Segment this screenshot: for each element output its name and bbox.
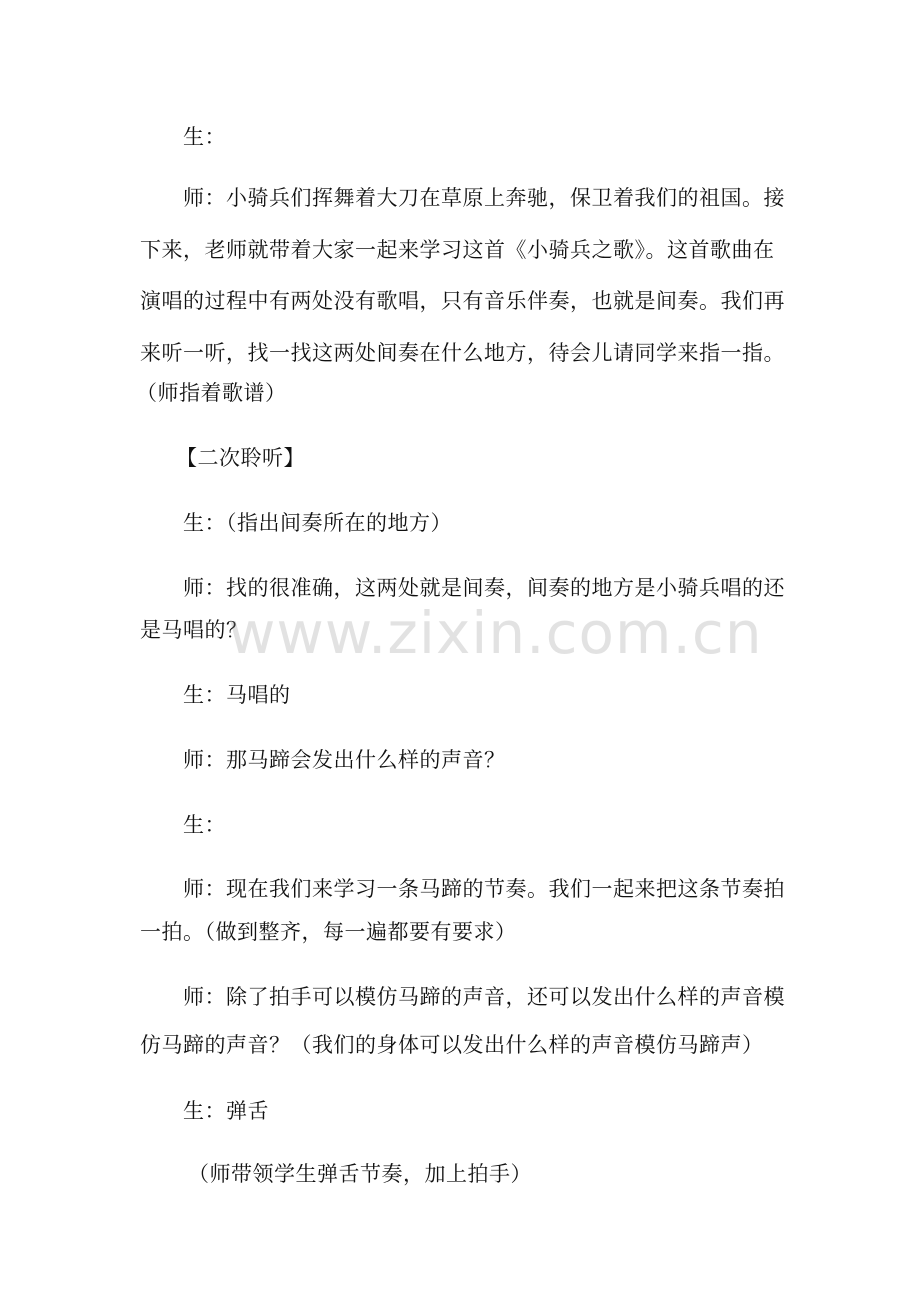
dialogue-line: 师：找的很准确，这两处就是间奏，间奏的地方是小骑兵唱的还 bbox=[183, 576, 785, 600]
dialogue-line: 师：除了拍手可以模仿马蹄的声音，还可以发出什么样的声音模 bbox=[183, 985, 785, 1009]
dialogue-line: 师：那马蹄会发出什么样的声音？ bbox=[183, 748, 506, 772]
section-heading: 【二次聆听】 bbox=[176, 446, 305, 470]
dialogue-line: 来听一听，找一找这两处间奏在什么地方，待会儿请同学来指一指。 bbox=[140, 341, 785, 365]
dialogue-line: （师带领学生弹舌节奏，加上拍手） bbox=[188, 1162, 532, 1186]
dialogue-line: 下来，老师就带着大家一起来学习这首《小骑兵之歌》。这首歌曲在 bbox=[140, 238, 775, 262]
dialogue-line: 是马唱的？ bbox=[140, 618, 248, 642]
dialogue-line: 师：现在我们来学习一条马蹄的节奏。我们一起来把这条节奏拍 bbox=[183, 877, 785, 901]
dialogue-line: 演唱的过程中有两处没有歌唱，只有音乐伴奏，也就是间奏。我们再 bbox=[140, 289, 785, 313]
dialogue-line: 生：马唱的 bbox=[183, 683, 291, 707]
dialogue-line: 师：小骑兵们挥舞着大刀在草原上奔驰，保卫着我们的祖国。接 bbox=[183, 186, 785, 210]
dialogue-line: 生： bbox=[183, 125, 226, 149]
dialogue-line: 生：弹舌 bbox=[183, 1099, 269, 1123]
dialogue-line: 生： bbox=[183, 813, 226, 837]
dialogue-line: 仿马蹄的声音？（我们的身体可以发出什么样的声音模仿马蹄声） bbox=[140, 1033, 764, 1057]
dialogue-line: 一拍。（做到整齐，每一遍都要有要求） bbox=[140, 920, 517, 944]
dialogue-line: （师指着歌谱） bbox=[136, 381, 287, 405]
dialogue-line: 生：（指出间奏所在的地方） bbox=[183, 511, 452, 535]
watermark: www.zixin.com.cn bbox=[228, 599, 763, 667]
